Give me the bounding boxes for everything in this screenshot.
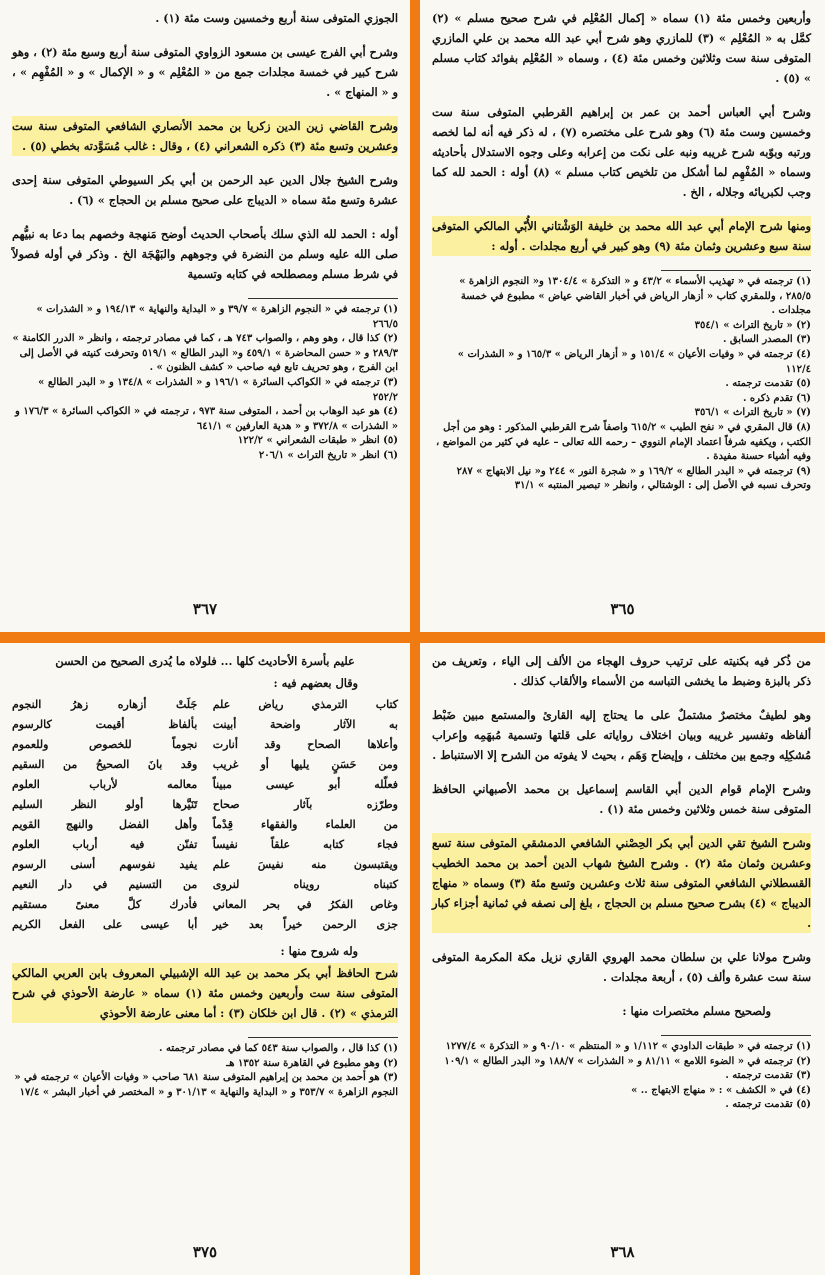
footnote: (١) ترجمته في « تهذيب الأسماء » ٤٣/٢ و « التذكرة » ١٣٠٤/٤ و« النجوم الزاهرة » ٢٨٥/٥ ، وللمقري كتاب « أزهار الرياض في أخبار القاضي عياض » مطبوع في خمسة مجلدات .	[459, 276, 811, 317]
footnote: (٢) « تاريخ التراث » ٣٥٤/١	[694, 319, 811, 331]
poem-verse	[12, 815, 398, 835]
footnote: (٢) ترجمته في « الضوء اللامع » ٨١/١١ و « الشذرات » ١٨٨/٧ و« البدر الطالع » ١٠٩/١	[444, 1055, 811, 1067]
footnote: (٤) هو عبد الوهاب بن أحمد ، المتوفى سنة ٩٧٣ ، ترجمته في « الكواكب السائرة » ١٧٦/٣ و « الشذرات » ٣٧٢/٨ و « هدية العارفين » ٦٤١/١	[15, 406, 398, 432]
footnotes	[432, 275, 811, 494]
poem	[12, 695, 398, 935]
poem-verse	[12, 755, 398, 775]
verse-second-hemistich: معالمه لأرباب العلوم	[12, 778, 198, 791]
page-number: ٣٧٥	[192, 1243, 218, 1261]
verse-first-hemistich: من العلماء والفقهاء قِدْماً	[212, 818, 398, 831]
page-number: ٣٦٧	[192, 600, 218, 618]
footnote: (١) ترجمته في « طبقات الداودي » ١/١١٢ و « المنتظم » ٩٠/١٠ و « التذكرة » ١٢٧٧/٤	[445, 1041, 811, 1052]
verse-second-hemistich: من التسنيم في دار النعيم	[12, 878, 198, 891]
footnote: (٦) تقدم ذكره .	[742, 392, 811, 404]
footnote: (١) كذا قال ، والصواب سنة ٥٤٣ كما في مصادر ترجمته .	[159, 1043, 398, 1054]
verse-first-hemistich: فجاء كتابه علقاً نفيساً	[212, 838, 398, 851]
poem-verse	[12, 695, 398, 715]
subheading: ولصحيح مسلم مختصرات منها :	[622, 1004, 771, 1018]
footnote: (٣) المصدر السابق .	[722, 334, 811, 346]
footnotes	[12, 1042, 398, 1100]
footnote: (٢) وهو مطبوع في القاهرة سنة ١٣٥٢ هـ	[226, 1057, 398, 1069]
verse-first-hemistich: وغاص الفكرُ في بحر المعاني	[212, 898, 398, 911]
verse-first-hemistich: جزى الرحمن خيراً بعد خير	[212, 918, 398, 931]
page-375	[0, 643, 410, 1275]
paragraph: وشرح الشيخ جلال الدين عبد الرحمن بن أبي بكر السيوطي المتوفى سنة إحدى عشرة وتسع مئة سماه « الديباج على صحيح مسلم بن الحجاج » (٦) .	[12, 173, 398, 207]
verse-second-hemistich: فأدرك كلَّ معنىً مستقيم	[12, 898, 198, 911]
paragraph: أوله : الحمد لله الذي سلك بأصحاب الحديث أوضح مَنهجة وخصهم بما دعا به نبيُّهم صلى الله عليه وسلم من النضرة في وجوههم والبَهْجَة الخ . وذكر في أوله فصولاً في شرط مسلم ومصطلحه في كتابه وتسمية	[12, 227, 398, 281]
page-number: ٣٦٨	[610, 1243, 635, 1261]
verse-second-hemistich: نجوماً للخصوص وللعموم	[12, 738, 198, 751]
footnote: (٨) قال المقري في « نفح الطيب » ٦١٥/٢ واصفاً شرح القرطبي المذكور : وهو من أجل الكتب ، ويكفيه شرفاً اعتماد الإمام النووي – رحمه الله تعالى – عليه في كثير من المواضع ، وفيه أشياء حسنة مفيدة .	[435, 421, 811, 463]
verse-second-hemistich: تَنَيَّرها أولو النظر السليم	[12, 798, 198, 811]
footnotes	[432, 1040, 811, 1113]
page-367	[0, 0, 410, 632]
footnote-divider	[661, 1035, 811, 1036]
footnote: (٣) تقدمت ترجمته .	[725, 1070, 811, 1082]
paragraph: وشرح الإمام قوام الدين أبي القاسم إسماعيل بن محمد الأصبهاني الحافظ المتوفى سنة خمس وثلاثين وخمس مئة (١) .	[432, 782, 811, 816]
highlighted-paragraph: وشرح الشيخ تقي الدين أبي بكر الحِصْني الشافعي الدمشقي المتوفى سنة تسع وعشرين وثمان مئة (٢) . وشرح الشيخ شهاب الدين أحمد بن محمد الخطيب القسطلاني الشافعي المتوفى سنة ثلاث وعشرين وتسع مئة (٣) وسماه « منهاج الديباج » (٤) بشرح صحيح مسلم بن الحجاج ، بلغ إلى نصفه في ثمانية أجزاء كبار .	[432, 833, 811, 933]
verse-first-hemistich: ومن حَسَنٍ يليها أو غريب	[212, 758, 398, 771]
footnote: (٦) انظر « تاريخ التراث » ٢٠٦/١	[258, 449, 398, 461]
footnote: (٣) هو أحمد بن محمد بن إبراهيم المتوفى سنة ٦٨١ صاحب « وفيات الأعيان » ترجمته في « النجوم الزاهرة » ٣٥٣/٧ و « البداية والنهاية » ٣٠١/١٣ و « المختصر في أخبار البشر » ١٧/٤	[14, 1072, 398, 1098]
page-number: ٣٦٥	[610, 600, 635, 618]
footnote: (٧) « تاريخ التراث » ٣٥٦/١	[694, 407, 811, 419]
poem-verse	[12, 875, 398, 895]
footnote: (٢) كذا قال ، وهو وهم ، والصواب ٧٤٣ هـ ، كما في مصادر ترجمته ، وانظر « الدرر الكامنة » ٢٨٩/٣ و « حسن المحاضرة » ٤٥٩/١ و« البدر الطالع » ٥١٩/١ وتحرفت كنيته في الأصل إلى ابن الفرج ، وهو تحريف تابع فيه صاحب « كشف الظنون » .	[12, 333, 398, 374]
verse-first-hemistich: وأعلاها الصحاح وقد أنارت	[212, 738, 398, 751]
footnote-divider	[661, 270, 811, 271]
paragraph: وشرح أبي الفرج عيسى بن مسعود الزواوي المتوفى سنة أربع وسبع مئة (٢) ، وهو شرح كبير في خمسة مجلدات جمع من « المُعْلِم » و « الإكمال » و « المُفْهِم » ، و « المنهاج » .	[12, 45, 399, 99]
poem-verse	[12, 775, 398, 795]
verse-first-hemistich: به الآثار واضحة أبينت	[212, 718, 398, 731]
verse-second-hemistich: وأهل الفضل والنهج القويم	[12, 818, 198, 831]
verse-second-hemistich: جَلَتْ أزهاره زهرُ النجوم	[12, 698, 198, 711]
poem-verse	[12, 855, 398, 875]
page-365	[420, 0, 825, 632]
paragraph: وشرح مولانا علي بن سلطان محمد الهروي القاري نزيل مكة المكرمة المتوفى سنة ست عشرة وألف (٥) ، أربعة مجلدات .	[432, 950, 811, 984]
verse-first-hemistich: وطرّزه بآثار صحاح	[212, 798, 398, 811]
poem-verse	[12, 795, 398, 815]
footnote: (٤) ترجمته في « وفيات الأعيان » ١٥١/٤ و « أزهار الرياض » ١٦٥/٣ و « الشذرات » ١١٢/٤	[457, 348, 811, 375]
poem-verse	[12, 895, 398, 915]
footnote: (٣) ترجمته في « الكواكب السائرة » ١٩٦/١ و « الشذرات » ١٣٤/٨ و « البدر الطالع » ٢٥٢/٢	[38, 376, 398, 403]
verse-second-hemistich: وقد بانَ الصحيحُ من السقيم	[12, 758, 198, 771]
footnote: (٤) في « الكشف » : « منهاج الابتهاج .. »	[631, 1084, 811, 1096]
verse-second-hemistich: أبا عيسى على الفعل الكريم	[12, 918, 198, 931]
paragraph: وشرح أبي العباس أحمد بن عمر بن إبراهيم القرطبي المتوفى سنة ست وخمسين وست مئة (٦) وهو شرح على مختصره (٧) ، له ذكر فيه أنه لما لخصه ورتبه وبوّبه شرح غريبه ونبه على نكت من إعرابه وعلى وجوه الاستدلال بأحاديثه وسماه « المُفْهِم لما أشكل من تلخيص كتاب مسلم » (٨) أوله : الحمد لله كما وجب لكبريائه وجلاله ، الخ .	[432, 105, 811, 199]
footnote-divider	[248, 298, 398, 299]
verse-second-hemistich: بألفاظ أقيمت كالرسوم	[12, 718, 198, 731]
poem-verse	[12, 915, 398, 935]
verse-first-hemistich: كتاب الترمذي رياض علم	[212, 698, 398, 711]
poem-verse	[12, 835, 398, 855]
footnote: (٩) ترجمته في « البدر الطالع » ١٦٩/٢ و « شجرة النور » ٢٤٤ و« نيل الابتهاج » ٢٨٧ وتحرف نسبه في الأصل إلى : الوشتالي ، وانظر « تبصير المنتبه » ٣١/١	[456, 465, 811, 492]
footnote: (١) ترجمته في « النجوم الزاهرة » ٣٩/٧ و « البداية والنهاية » ١٩٤/١٣ و « الشذرات » ٢٦٦/٥	[36, 304, 398, 330]
intro-subheading: وقال بعضهم فيه :	[273, 676, 358, 690]
paragraph: وهو لطيفٌ مختصرٌ مشتملٌ على ما يحتاج إليه القارئ والمستمع مبين ضَبْط ألفاظه وتفسير غريبه وبيان اختلاف رواياته على قلتها وتسمية مُبهَمِه وإعراب مُشكِلِه وجمع بين مختلف ، وإيضاح وَهَم ، بحيث لا يفوته من الشرح إلا الاستنباط .	[432, 708, 811, 762]
verse-first-hemistich: ويقتبسون منه نفيسَ علم	[212, 858, 398, 871]
highlighted-paragraph: ومنها شرح الإمام أبي عبد الله محمد بن خليفة الوَشْتاني الأُبّي المالكي المتوفى سنة سبع وعشرين وثمان مئة (٩) وهو كبير في أربع مجلدات . أوله :	[432, 216, 811, 256]
verse-second-hemistich: تفنّن فيه أرباب العلوم	[12, 838, 198, 851]
poem-verse	[12, 715, 398, 735]
subheading: وله شروح منها :	[280, 944, 358, 958]
paragraph: وأربعين وخمس مئة (١) سماه « إكمال المُعْلِم في شرح صحيح مسلم » (٢) كمَّل به « المُعْلِم » (٣) للمازري وهو شرح أبي عبد الله محمد بن علي المازري المتوفى سنة ست وثلاثين وخمس مئة (٤) ، وسماه « المُعْلِم بفوائد كتاب مسلم » (٥) .	[432, 11, 811, 85]
verse-first-hemistich: كتبناه رويناه لنروى	[212, 878, 398, 891]
footnote: (٥) انظر « طبقات الشعراني » ١٢٢/٢	[237, 435, 398, 447]
verse-second-hemistich: يفيد نفوسهم أسنى الرسوم	[12, 858, 198, 871]
highlighted-paragraph: شرح الحافظ أبي بكر محمد بن عبد الله الإشبيلي المعروف بابن العربي المالكي المتوفى سنة ست وأربعين وخمس مئة (١) سماه « عارضة الأحوذي في شرح الترمذي » (٢) . قال ابن خلكان (٣) : أما معنى عارضة الأحوذي	[12, 963, 398, 1023]
footnote: (٥) تقدمت ترجمته .	[725, 1099, 811, 1111]
page-368	[420, 643, 825, 1275]
footnote: (٥) تقدمت ترجمته .	[725, 378, 811, 390]
verse-first-hemistich: فعلّله أبو عيسى مبيناً	[212, 778, 398, 791]
highlighted-paragraph: وشرح القاضي زين الدين زكريا بن محمد الأنصاري الشافعي المتوفى سنة ست وعشرين وتسع مئة (٣) ذكره الشعراني (٤) ، وقال : غالب مُسَوَّدته بخطي (٥) .	[12, 116, 398, 156]
footnotes	[12, 303, 398, 464]
paragraph: من ذُكر فيه بكنيته على ترتيب حروف الهجاء من الألف إلى الياء ، وتعريف من ذكر بالبزة وضبط ما يخشى التباسه من الأسماء والألقاب كذلك .	[432, 654, 811, 688]
footnote-divider	[248, 1037, 398, 1038]
intro-verse: عليم بأسرة الأحاديث كلها ... فلولاه ما يُدرى الصحيح من الحسن	[55, 654, 355, 668]
paragraph: الجوزي المتوفى سنة أربع وخمسين وست مئة (١) .	[155, 11, 398, 25]
poem-verse	[12, 735, 398, 755]
